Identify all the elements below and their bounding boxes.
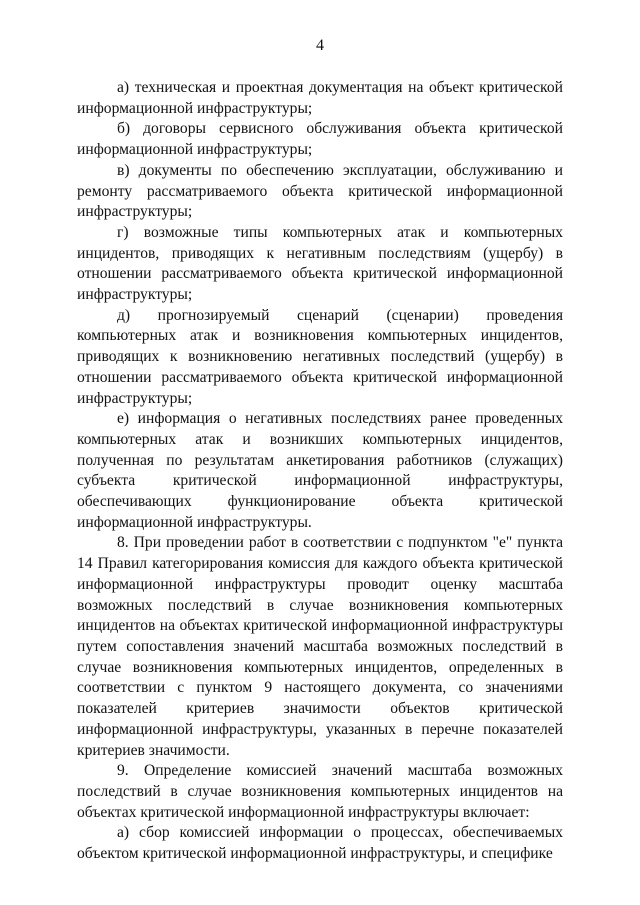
document-body: [77, 78, 563, 865]
paragraph-item-g: г) возможные типы компьютерных атак и компьютерных инцидентов, приводящих к негативным последствиям (ущербу) в отношении рассматриваемого объекта критической информационной инфраструктуры;: [77, 223, 563, 304]
paragraph-item-a: а) техническая и проектная документация на объект критической информационной инфраструктуры;: [77, 79, 563, 117]
paragraph-item-v: в) документы по обеспечению эксплуатации, обслуживанию и ремонту рассматриваемого объекта критической информационной инфраструктуры;: [77, 161, 563, 221]
paragraph-section-9: 9. Определение комиссией значений масштаба возможных последствий в случае возникновения компьютерных инцидентов на объектах критической информационной инфраструктуры включает:: [77, 762, 563, 821]
paragraph-item-b: б) договоры сервисного обслуживания объекта критической информационной инфраструктуры;: [77, 120, 563, 159]
paragraph-item-d: д) прогнозируемый сценарий (сценарии) проведения компьютерных атак и возникновения компьютерных инцидентов, приводящих к возникновению негативных последствий (ущербу) в отношении рассматриваемого объекта критической информационной инфраструктуры;: [77, 306, 563, 407]
paragraph-section-8: 8. При проведении работ в соответствии с подпунктом "е" пункта 14 Правил категорирования комиссия для каждого объекта критической информационной инфраструктуры проводит оценку масштаба возможных последствий в случае возникновения компьютерных инцидентов на объектах критической информационной инфраструктуры путем сопоставления значений масштаба возможных последствий в случае возникновения компьютерных инцидентов, определенных в соответствии с пунктом 9 настоящего документа, со значениями показателей критериев значимости объектов критической информационной инфраструктуры, указанных в перечне показателей критериев значимости.: [77, 534, 563, 759]
page-number: 4: [316, 37, 324, 54]
paragraph-item-e: е) информация о негативных последствиях ранее проведенных компьютерных атак и возникших компьютерных инцидентов, полученная по результатам анкетирования работников (служащих) субъекта критической информационной инфраструктуры, обеспечивающих функционирование объекта критической информационной инфраструктуры.: [77, 410, 563, 531]
paragraph-section-9-item-a: а) сбор комиссией информации о процессах, обеспечиваемых объектом критической информационной инфраструктуры, и специфике: [77, 824, 563, 863]
